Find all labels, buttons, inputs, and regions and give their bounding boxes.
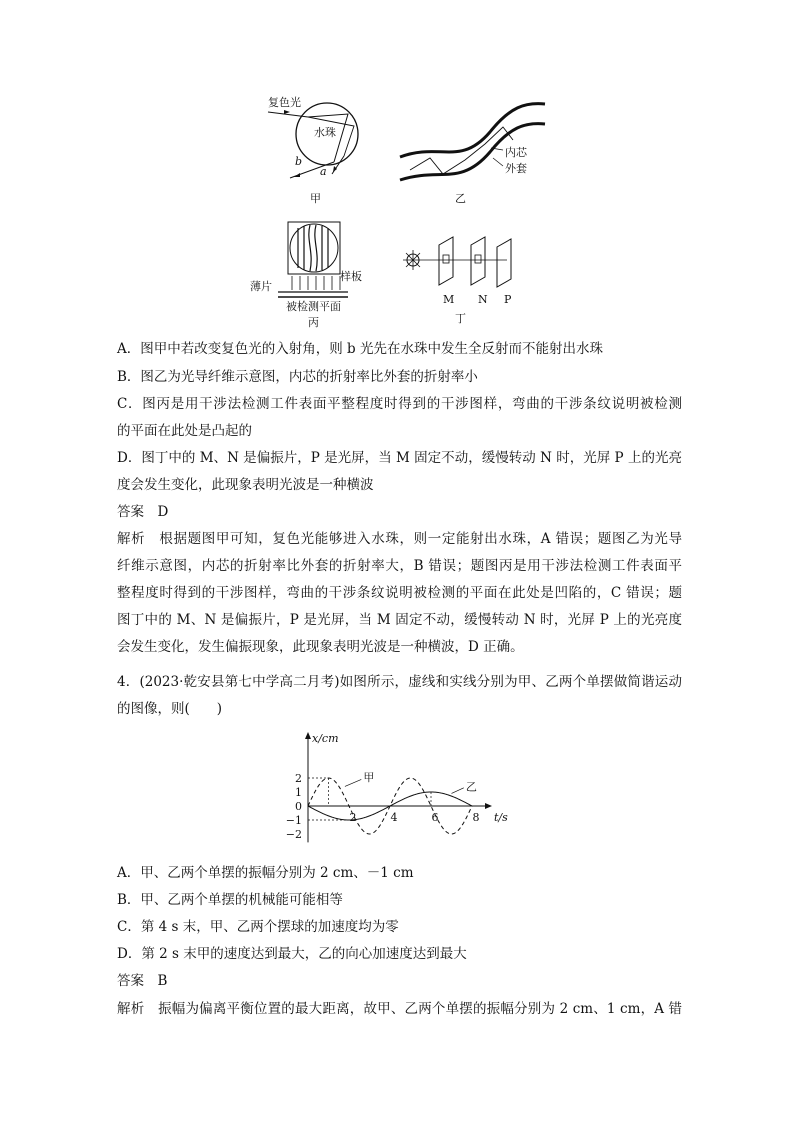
label-tested-surface: 被检测平面: [286, 300, 341, 313]
q3-option-b: B．图乙为光导纤维示意图，内芯的折射率比外套的折射率小: [117, 369, 478, 385]
x-axis-label: t/s: [494, 811, 508, 824]
label-core: 内芯: [505, 146, 527, 159]
y-axis-arrow: [305, 732, 311, 739]
label-water-drop: 水珠: [314, 126, 336, 139]
label-sample-plate: 样板: [340, 270, 362, 283]
label-n: N: [478, 293, 488, 306]
q3-analysis-3: 整程度时得到的干涉图样，弯曲的干涉条纹说明被检测的平面在此处是凹陷的，C 错误；题: [117, 585, 682, 601]
figure-bing: [248, 220, 373, 332]
q3-analysis-4: 图丁中的 M、N 是偏振片，P 是光屏，当 M 固定不动，缓慢转动 N 时，光屏 P 上的光亮度: [117, 612, 682, 628]
leader-yi: [452, 788, 464, 794]
y-tick-label: 0: [295, 800, 302, 813]
caption-yi: 乙: [455, 192, 466, 205]
q4-option-a: A．甲、乙两个单摆的振幅分别为 2 cm、－1 cm: [117, 865, 414, 881]
figure-yi: [395, 92, 550, 207]
q4-option-d: D．第 2 s 末甲的速度达到最大，乙的向心加速度达到最大: [117, 946, 467, 962]
x-tick-label: 4: [390, 811, 398, 824]
label-b: b: [295, 155, 303, 168]
series-label-yi: 乙: [465, 780, 477, 794]
x-tick-label: 6: [431, 811, 439, 824]
label-p: P: [504, 293, 512, 306]
q3-option-a: A．图甲中若改变复色光的入射角，则 b 光先在水珠中发生全反射而不能射出水珠: [117, 341, 603, 357]
q4-option-c: C．第 4 s 末，甲、乙两个摆球的加速度均为零: [117, 919, 399, 935]
q3-analysis-2: 纤维示意图，内芯的折射率比外套的折射率大，B 错误；题图丙是用干涉法检测工件表面平: [117, 558, 682, 574]
label-a: a: [320, 165, 327, 178]
y-tick-label: 2: [295, 772, 302, 785]
label-m: M: [443, 293, 455, 306]
q3-option-c-cont: 的平面在此处是凸起的: [117, 423, 252, 439]
x-axis-arrow: [485, 803, 492, 809]
label-cladding: 外套: [505, 162, 527, 175]
q4-chart: [280, 728, 510, 853]
x-tick-label: 2: [349, 811, 357, 824]
series-label-jia: 甲: [363, 770, 375, 784]
y-tick-label: −2: [285, 828, 302, 841]
caption-ding: 丁: [455, 312, 466, 325]
q4-option-b: B．甲、乙两个单摆的机械能可能相等: [117, 892, 343, 908]
y-axis-label: x/cm: [312, 732, 339, 745]
q3-answer: 答案 D: [117, 504, 169, 520]
q4-answer: 答案 B: [117, 973, 168, 989]
q4-analysis-1: 解析 振幅为偏离平衡位置的最大距离，故甲、乙两个单摆的振幅分别为 2 cm、1 cm，A 错: [117, 1001, 682, 1017]
figure-jia: [262, 92, 372, 207]
caption-bing: 丙: [308, 316, 319, 329]
label-composite-light: 复色光: [268, 96, 301, 109]
y-tick-label: 1: [295, 786, 302, 799]
caption-jia: 甲: [310, 192, 321, 205]
label-thin-sheet: 薄片: [250, 280, 272, 293]
q3-analysis-1: 解析 根据题图甲可知，复色光能够进入水珠，则一定能射出水珠，A 错误；题图乙为光导: [117, 531, 682, 547]
q4-stem-cont: 的图像，则( ): [117, 701, 223, 717]
q4-stem: 4．(2023·乾安县第七中学高二月考)如图所示，虚线和实线分别为甲、乙两个单摆做简谐运动: [117, 674, 682, 690]
q3-option-c: C．图丙是用干涉法检测工件表面平整程度时得到的干涉图样，弯曲的干涉条纹说明被检测: [117, 396, 682, 412]
leader-jia: [345, 779, 361, 786]
y-tick-label: −1: [285, 814, 302, 827]
x-tick-label: 8: [472, 811, 480, 824]
q3-option-d-cont: 度会发生变化，此现象表明光波是一种横波: [117, 477, 374, 493]
q3-option-d: D．图丁中的 M、N 是偏振片，P 是光屏，当 M 固定不动，缓慢转动 N 时，光屏 P 上的光亮: [117, 450, 682, 466]
q3-analysis-5: 会发生变化，发生偏振现象，此现象表明光波是一种横波，D 正确。: [117, 639, 524, 655]
figure-ding: [395, 225, 525, 325]
guide-lines: [308, 778, 431, 820]
